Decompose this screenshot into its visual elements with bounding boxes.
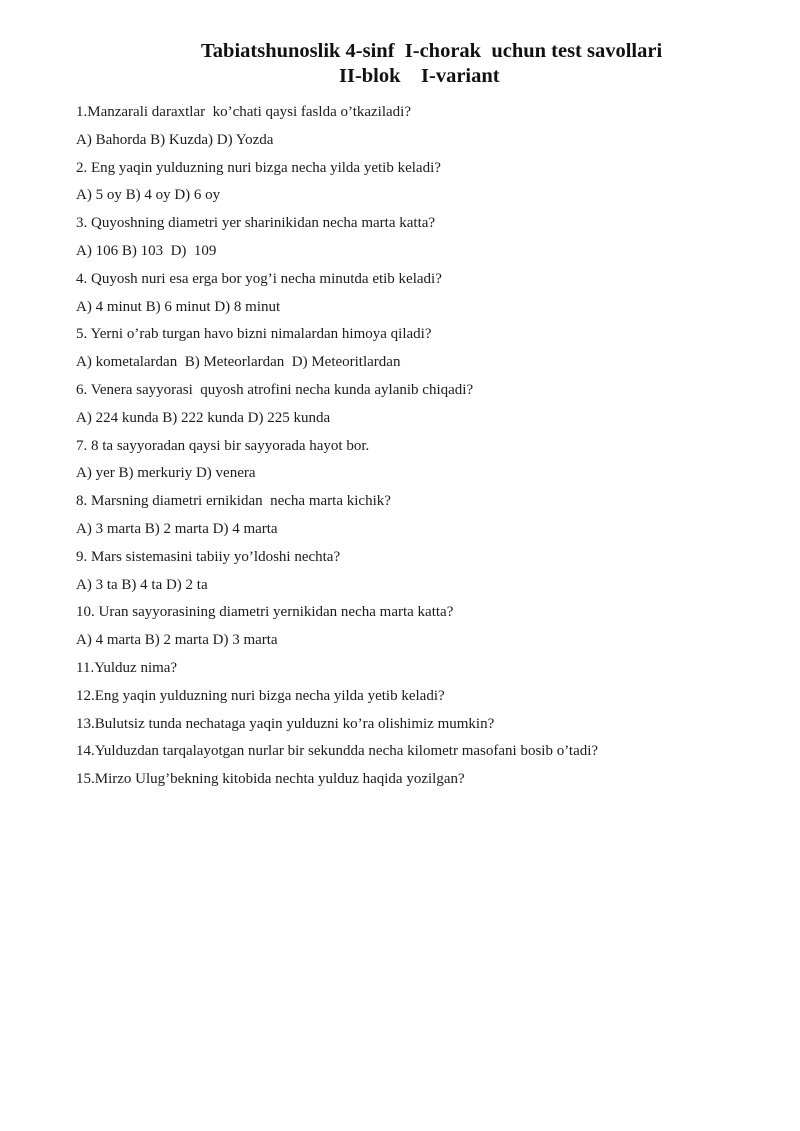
document-subtitle: II-blok I-variant [339,65,500,87]
question-line: 11.Yulduz nima? [76,659,178,676]
answer-options-line: A) Bahorda B) Kuzda) D) Yozda [76,131,274,148]
question-line: 6. Venera sayyorasi quyosh atrofini necha kunda aylanib chiqadi? [76,381,474,398]
answer-options-line: A) 4 minut B) 6 minut D) 8 minut [76,298,281,315]
question-line: 5. Yerni o’rab turgan havo bizni nimalardan himoya qiladi? [76,326,432,343]
answer-options-line: A) 5 oy B) 4 oy D) 6 oy [76,187,221,204]
question-line: 13.Bulutsiz tunda nechataga yaqin yulduzni ko’ra olishimiz mumkin? [76,715,495,732]
answer-options-line: A) 4 marta B) 2 marta D) 3 marta [76,632,278,649]
answer-options-line: A) 3 marta B) 2 marta D) 4 marta [76,520,278,537]
answer-options-line: A) 3 ta B) 4 ta D) 2 ta [76,576,208,593]
question-line: 1.Manzarali daraxtlar ko’chati qaysi faslda o’tkaziladi? [76,104,411,120]
answer-options-line: A) 106 B) 103 D) 109 [76,242,217,259]
question-line: 2. Eng yaqin yulduzning nuri bizga necha yilda yetib keladi? [76,159,441,176]
question-line: 10. Uran sayyorasining diametri yernikidan necha marta katta? [76,604,454,621]
answer-options-line: A) 224 kunda B) 222 kunda D) 225 kunda [76,409,331,426]
question-list [76,101,776,796]
question-line: 9. Mars sistemasini tabiiy yo’ldoshi nechta? [76,548,341,565]
answer-options-line: A) yer B) merkuriy D) venera [76,465,256,482]
question-line: 7. 8 ta sayyoradan qaysi bir sayyorada hayot bor. [76,437,370,454]
question-line: 8. Marsning diametri ernikidan necha marta kichik? [76,493,391,510]
question-line: 15.Mirzo Ulug’bekning kitobida nechta yulduz haqida yozilgan? [76,771,465,788]
question-line: 12.Eng yaqin yulduzning nuri bizga necha yilda yetib keladi? [76,687,445,704]
document-title: Tabiatshunoslik 4-sinf I-chorak uchun test savollari [201,40,663,62]
question-line: 14.Yulduzdan tarqalayotgan nurlar bir sekundda necha kilometr masofani bosib o’tadi? [76,743,599,760]
answer-options-line: A) kometalardan B) Meteorlardan D) Meteoritlardan [76,354,401,371]
question-line: 4. Quyosh nuri esa erga bor yog’i necha minutda etib keladi? [76,270,442,287]
question-line: 3. Quyoshning diametri yer sharinikidan necha marta katta? [76,215,436,232]
